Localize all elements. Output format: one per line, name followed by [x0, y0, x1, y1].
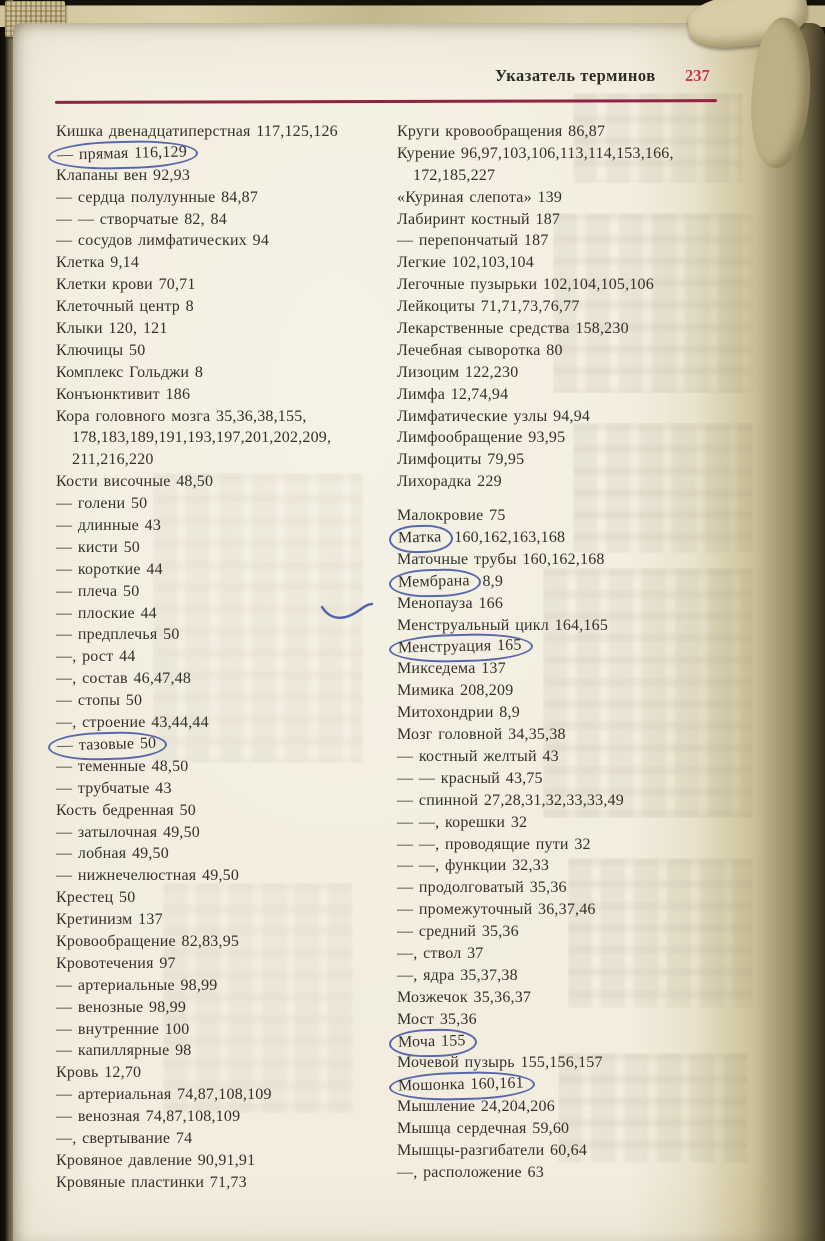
index-entry: Малокровие 75	[397, 507, 506, 525]
index-entry: Мембрана 8,9	[397, 571, 797, 593]
index-entry: Клапаны вен 92,93	[56, 166, 191, 184]
pen-circle-annotation: — тазовые 50	[48, 730, 168, 761]
page-title: Указатель терминов	[495, 66, 656, 85]
index-entry: — затылочная 49,50	[56, 823, 200, 841]
index-entry: Легкие 102,103,104	[397, 254, 534, 272]
index-entry: — предплечья 50	[56, 626, 180, 644]
index-entry: —, ядра 35,37,38	[397, 966, 518, 984]
index-entry	[397, 636, 797, 658]
index-entry: Лимфообращение 93,95	[397, 429, 566, 447]
index-entry: — короткие 44	[56, 560, 163, 578]
index-entry: — трубчатые 43	[56, 779, 172, 797]
scanned-book-page	[13, 23, 825, 1241]
index-entry: —, строение 43,44,44	[56, 714, 209, 732]
index-entry: Мозжечок 35,36,37	[397, 988, 532, 1006]
index-entry: Лейкоциты 71,71,73,76,77	[397, 298, 580, 316]
index-entry: — длинные 43	[56, 517, 162, 535]
page-number: 237	[685, 66, 710, 85]
index-entry: —, рост 44	[56, 648, 136, 666]
index-entry: Кровотечения 97	[56, 954, 176, 972]
index-entry: —, ствол 37	[397, 944, 484, 962]
pen-circle-annotation: Мошонка 160,161	[389, 1071, 535, 1102]
index-entry: Курение 96,97,103,106,113,114,153,166,	[397, 144, 674, 162]
index-entry: Мозг головной 34,35,38	[397, 726, 566, 744]
index-entry: Ключицы 50	[56, 341, 146, 359]
index-entry: Клыки 120, 121	[56, 320, 168, 338]
index-entry: Лабиринт костный 187	[397, 210, 561, 228]
index-entry: — — створчатые 82, 84	[56, 210, 227, 228]
index-entry: — плоские 44	[56, 604, 157, 622]
index-entry: Клеточный центр 8	[56, 298, 194, 316]
index-entry: Митохондрии 8,9	[397, 704, 520, 722]
index-entry: — средний 35,36	[397, 923, 519, 941]
index-entry: — спинной 27,28,31,32,33,33,49	[397, 791, 624, 809]
index-entry: — теменные 48,50	[56, 757, 189, 775]
index-entry: 178,183,189,191,193,197,201,202,209,	[72, 429, 332, 447]
pen-circle-annotation: Матка	[389, 524, 453, 553]
index-entry: Мышцы-разгибатели 60,64	[397, 1141, 588, 1159]
index-entry: Кора головного мозга 35,36,38,155,	[56, 407, 307, 425]
index-entry: Мост 35,36	[397, 1010, 477, 1028]
index-entry: Кровь 12,70	[56, 1064, 142, 1082]
index-entry: Кости височные 48,50	[56, 473, 214, 491]
index-entry: —, расположение 63	[397, 1163, 544, 1181]
index-entry: Мышца сердечная 59,60	[397, 1120, 570, 1138]
index-entry: — сосудов лимфатических 94	[56, 232, 270, 250]
index-entry: — костный желтый 43	[397, 747, 559, 765]
index-entry: — промежуточный 36,37,46	[397, 901, 596, 919]
index-entry: Матка 160,162,163,168	[397, 527, 797, 549]
index-entry: Мочевой пузырь 155,156,157	[397, 1054, 603, 1072]
index-entry: — стопы 50	[56, 692, 143, 710]
index-entry: Кровяные пластинки 71,73	[56, 1173, 247, 1191]
index-entry	[397, 1031, 797, 1053]
index-entry: — артериальная 74,87,108,109	[56, 1086, 272, 1104]
index-entry: Легочные пузырьки 102,104,105,106	[397, 276, 654, 294]
index-entry: 172,185,227	[413, 166, 496, 184]
index-entry: Лимфоциты 79,95	[397, 451, 525, 469]
book-gutter-shadow	[0, 0, 13, 1241]
index-entry: — лобная 49,50	[56, 845, 169, 863]
index-entry	[397, 1074, 797, 1096]
index-entry: Менопауза 166	[397, 594, 504, 612]
index-entry: Маточные трубы 160,162,168	[397, 550, 605, 568]
index-entry: — нижнечелюстная 49,50	[56, 867, 240, 885]
index-entry: Кровяное давление 90,91,91	[56, 1151, 256, 1169]
index-entry: 211,216,220	[72, 451, 154, 469]
index-column-right	[397, 121, 797, 1184]
index-entry: — капиллярные 98	[56, 1042, 192, 1060]
index-entry: —, свертывание 74	[56, 1129, 193, 1147]
index-entry: — голени 50	[56, 495, 148, 513]
index-column-left	[56, 121, 386, 1194]
index-entry: Клетки крови 70,71	[56, 276, 196, 294]
index-entry: — венозные 98,99	[56, 998, 187, 1016]
pen-circle-annotation: — прямая 116,129	[48, 139, 199, 171]
pen-circle-annotation: Менструация 165	[389, 633, 533, 664]
index-entry: —, состав 46,47,48	[56, 670, 192, 688]
index-entry: — артериальные 98,99	[56, 976, 218, 994]
index-entry: — венозная 74,87,108,109	[56, 1108, 241, 1126]
pen-circle-annotation: Мембрана	[389, 568, 481, 598]
index-entry: Лимфатические узлы 94,94	[397, 407, 591, 425]
index-entry: — —, корешки 32	[397, 813, 528, 831]
index-entry: — перепончатый 187	[397, 232, 549, 250]
index-entry: «Куриная слепота» 139	[397, 188, 563, 206]
index-entry: Крестец 50	[56, 889, 136, 907]
index-entry: — внутренние 100	[56, 1020, 190, 1038]
index-entry	[56, 143, 386, 165]
index-entry: — —, функции 32,33	[397, 857, 550, 875]
index-entry: Клетка 9,14	[56, 254, 140, 272]
index-entry: Конъюнктивит 186	[56, 385, 191, 403]
index-entry: — сердца полулунные 84,87	[56, 188, 259, 206]
index-entry: Менструальный цикл 164,165	[397, 616, 609, 634]
index-entry: Лихорадка 229	[397, 473, 502, 491]
index-entry: Мышление 24,204,206	[397, 1098, 555, 1116]
index-entry: Круги кровообращения 86,87	[397, 123, 606, 140]
index-entry: Микседема 137	[397, 660, 506, 678]
index-entry: Кишка двенадцатиперстная 117,125,126	[56, 123, 338, 140]
index-entry: Мимика 208,209	[397, 682, 514, 700]
index-entry: Лимфа 12,74,94	[397, 385, 509, 403]
index-entry: — плеча 50	[56, 582, 140, 600]
pen-circle-annotation: Моча 155	[389, 1027, 477, 1057]
index-entry: — продолговатый 35,36	[397, 879, 567, 897]
index-entry: Лекарственные средства 158,230	[397, 320, 629, 338]
index-entry: — кисти 50	[56, 538, 140, 556]
index-entry: Кость бедренная 50	[56, 801, 196, 819]
index-entry: — — красный 43,75	[397, 769, 543, 787]
index-entry	[56, 734, 386, 756]
index-entry: — —, проводящие пути 32	[397, 835, 591, 853]
index-entry: Лизоцим 122,230	[397, 363, 519, 381]
header-rule	[55, 99, 717, 104]
index-entry: Лечебная сыворотка 80	[397, 341, 563, 359]
index-entry: Комплекс Гольджи 8	[56, 363, 204, 381]
index-entry: Кровообращение 82,83,95	[56, 932, 240, 950]
index-entry: Кретинизм 137	[56, 911, 163, 929]
